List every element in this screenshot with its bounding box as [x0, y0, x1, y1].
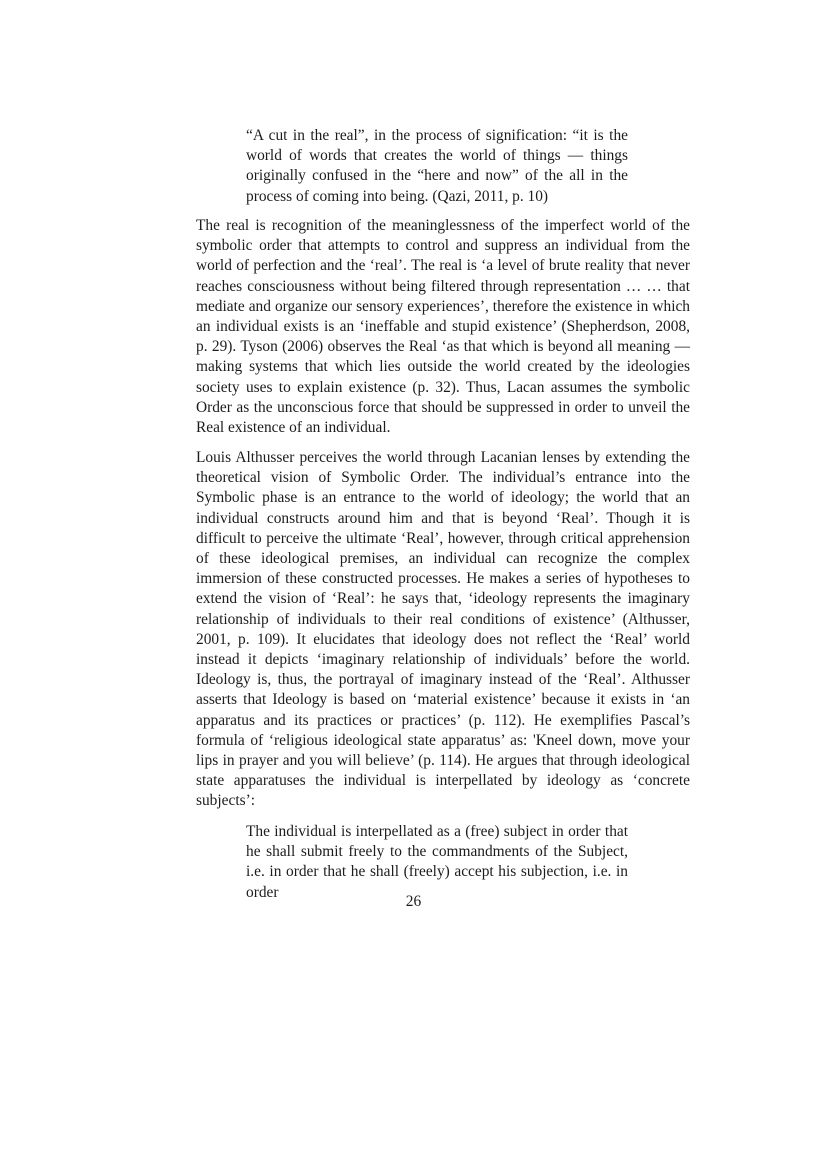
block-quote-interpellation	[246, 822, 628, 903]
paragraph-text: Louis Althusser perceives the world through Lacanian lenses by extending the theoretical vision of Symbolic Order. The individual’s entrance into the Symbolic phase is an entrance to the world of ideology; the world that an individual constructs around him and that is beyond ‘Real’. Though it is difficult to perceive the ultimate ‘Real’, however, through critical apprehension of these ideological premises, an individual can recognize the complex immersion of these constructed processes. He makes a series of hypotheses to extend the vision of ‘Real’: he says that, ‘ideology represents the imaginary relationship of individuals to their real conditions of existence’ (Althusser, 2001, p. 109). It elucidates that ideology does not reflect the ‘Real’ world instead it depicts ‘imaginary relationship of individuals’ before the world. Ideology is, thus, the portrayal of imaginary instead of the ‘Real’. Althusser asserts that Ideology is based on ‘material existence’ because it exists in ‘an apparatus and its practices or practices’ (p. 112). He exemplifies Pascal’s formula of ‘religious ideological state apparatus’ as: 'Kneel down, move your lips in prayer and you will believe’ (p. 114). He argues that through ideological state apparatuses the individual is interpellated by ideology as ‘concrete subjects’:	[196, 449, 690, 810]
paragraph-althusser	[196, 448, 690, 812]
block-quote-text: “A cut in the real”, in the process of signification: “it is the world of words that creates the world of things — things originally confused in the “here and now” of the all in the process of coming into being. (Qazi, 2011, p. 10)	[246, 127, 628, 205]
block-quote-text: The individual is interpellated as a (free) subject in order that he shall submit freely to the commandments of the Subject, i.e. in order that he shall (freely) accept his subjection, i.e. in order	[246, 823, 628, 901]
paragraph-text: The real is recognition of the meaninglessness of the imperfect world of the symbolic order that attempts to control and suppress an individual from the world of perfection and the ‘real’. The real is ‘a level of brute reality that never reaches consciousness without being filtered through representation … … that mediate and organize our sensory experiences’, therefore the existence in which an individual exists is an ‘ineffable and stupid existence’ (Shepherdson, 2008, p. 29). Tyson (2006) observes the Real ‘as that which is beyond all meaning — making systems that which lies outside the world created by the ideologies society uses to explain existence (p. 32). Thus, Lacan assumes the symbolic Order as the unconscious force that should be suppressed in order to unveil the Real existence of an individual.	[196, 217, 690, 437]
page-number: 26	[405, 893, 422, 910]
block-quote-lacan	[246, 126, 628, 207]
paragraph-real	[196, 216, 690, 438]
